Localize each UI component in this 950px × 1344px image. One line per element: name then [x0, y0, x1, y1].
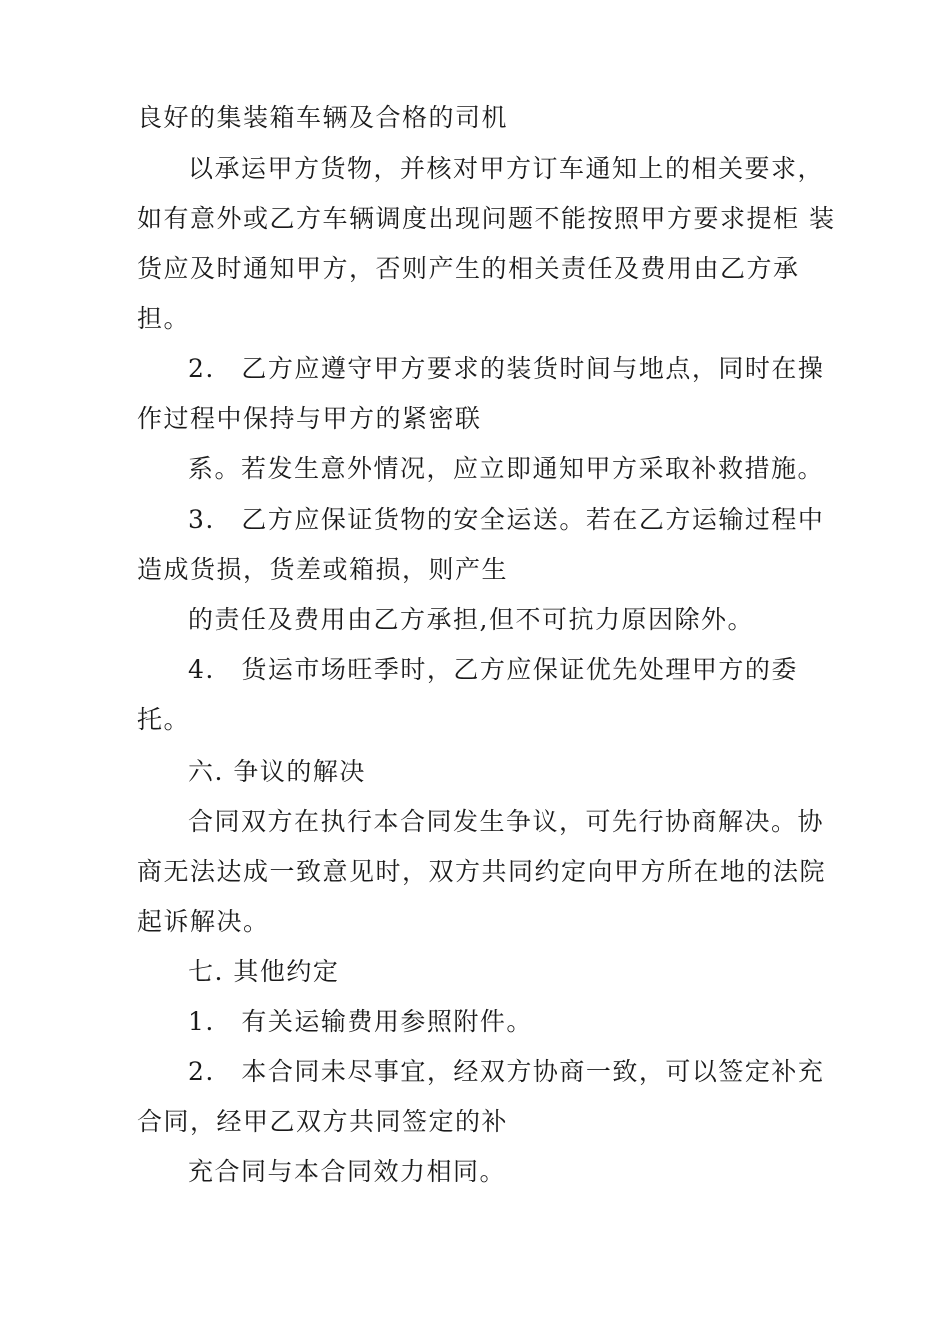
text-line: 良好的集装箱车辆及合格的司机 [137, 103, 509, 132]
section-heading-other: 七. 其他约定 [188, 957, 340, 986]
text-line: 合同，经甲乙双方共同签定的补 [137, 1107, 509, 1136]
section-heading-dispute: 六. 争议的解决 [188, 757, 366, 786]
text-line: 以承运甲方货物，并核对甲方订车通知上的相关要求， [188, 154, 825, 183]
text-line: 系。若发生意外情况，应立即通知甲方采取补救措施。 [188, 454, 825, 483]
clause-4-text: 4. 货运市场旺季时，乙方应保证优先处理甲方的委 [188, 655, 798, 684]
text-line: 起诉解决。 [137, 907, 270, 936]
text-line: 如有意外或乙方车辆调度出现问题不能按照甲方要求提柜 装 [137, 204, 836, 233]
clause-3-text: 3. 乙方应保证货物的安全运送。若在乙方运输过程中 [188, 505, 825, 534]
clause-2-text: 2. 本合同未尽事宜，经双方协商一致，可以签定补充 [188, 1057, 825, 1086]
text-line: 合同双方在执行本合同发生争议，可先行协商解决。协 [188, 807, 825, 836]
text-line: 托。 [137, 705, 191, 734]
text-line: 充合同与本合同效力相同。 [188, 1157, 507, 1186]
clause-2-text: 2. 乙方应遵守甲方要求的装货时间与地点，同时在操 [188, 354, 825, 383]
clause-1-text: 1. 有关运输费用参照附件。 [188, 1007, 533, 1036]
text-line: 商无法达成一致意见时，双方共同约定向甲方所在地的法院 [137, 857, 827, 886]
text-line: 的责任及费用由乙方承担,但不可抗力原因除外。 [188, 605, 754, 634]
text-line: 造成货损，货差或箱损，则产生 [137, 555, 509, 584]
text-line: 作过程中保持与甲方的紧密联 [137, 404, 482, 433]
text-line: 担。 [137, 304, 191, 333]
text-line: 货应及时通知甲方，否则产生的相关责任及费用由乙方承 [137, 254, 800, 283]
